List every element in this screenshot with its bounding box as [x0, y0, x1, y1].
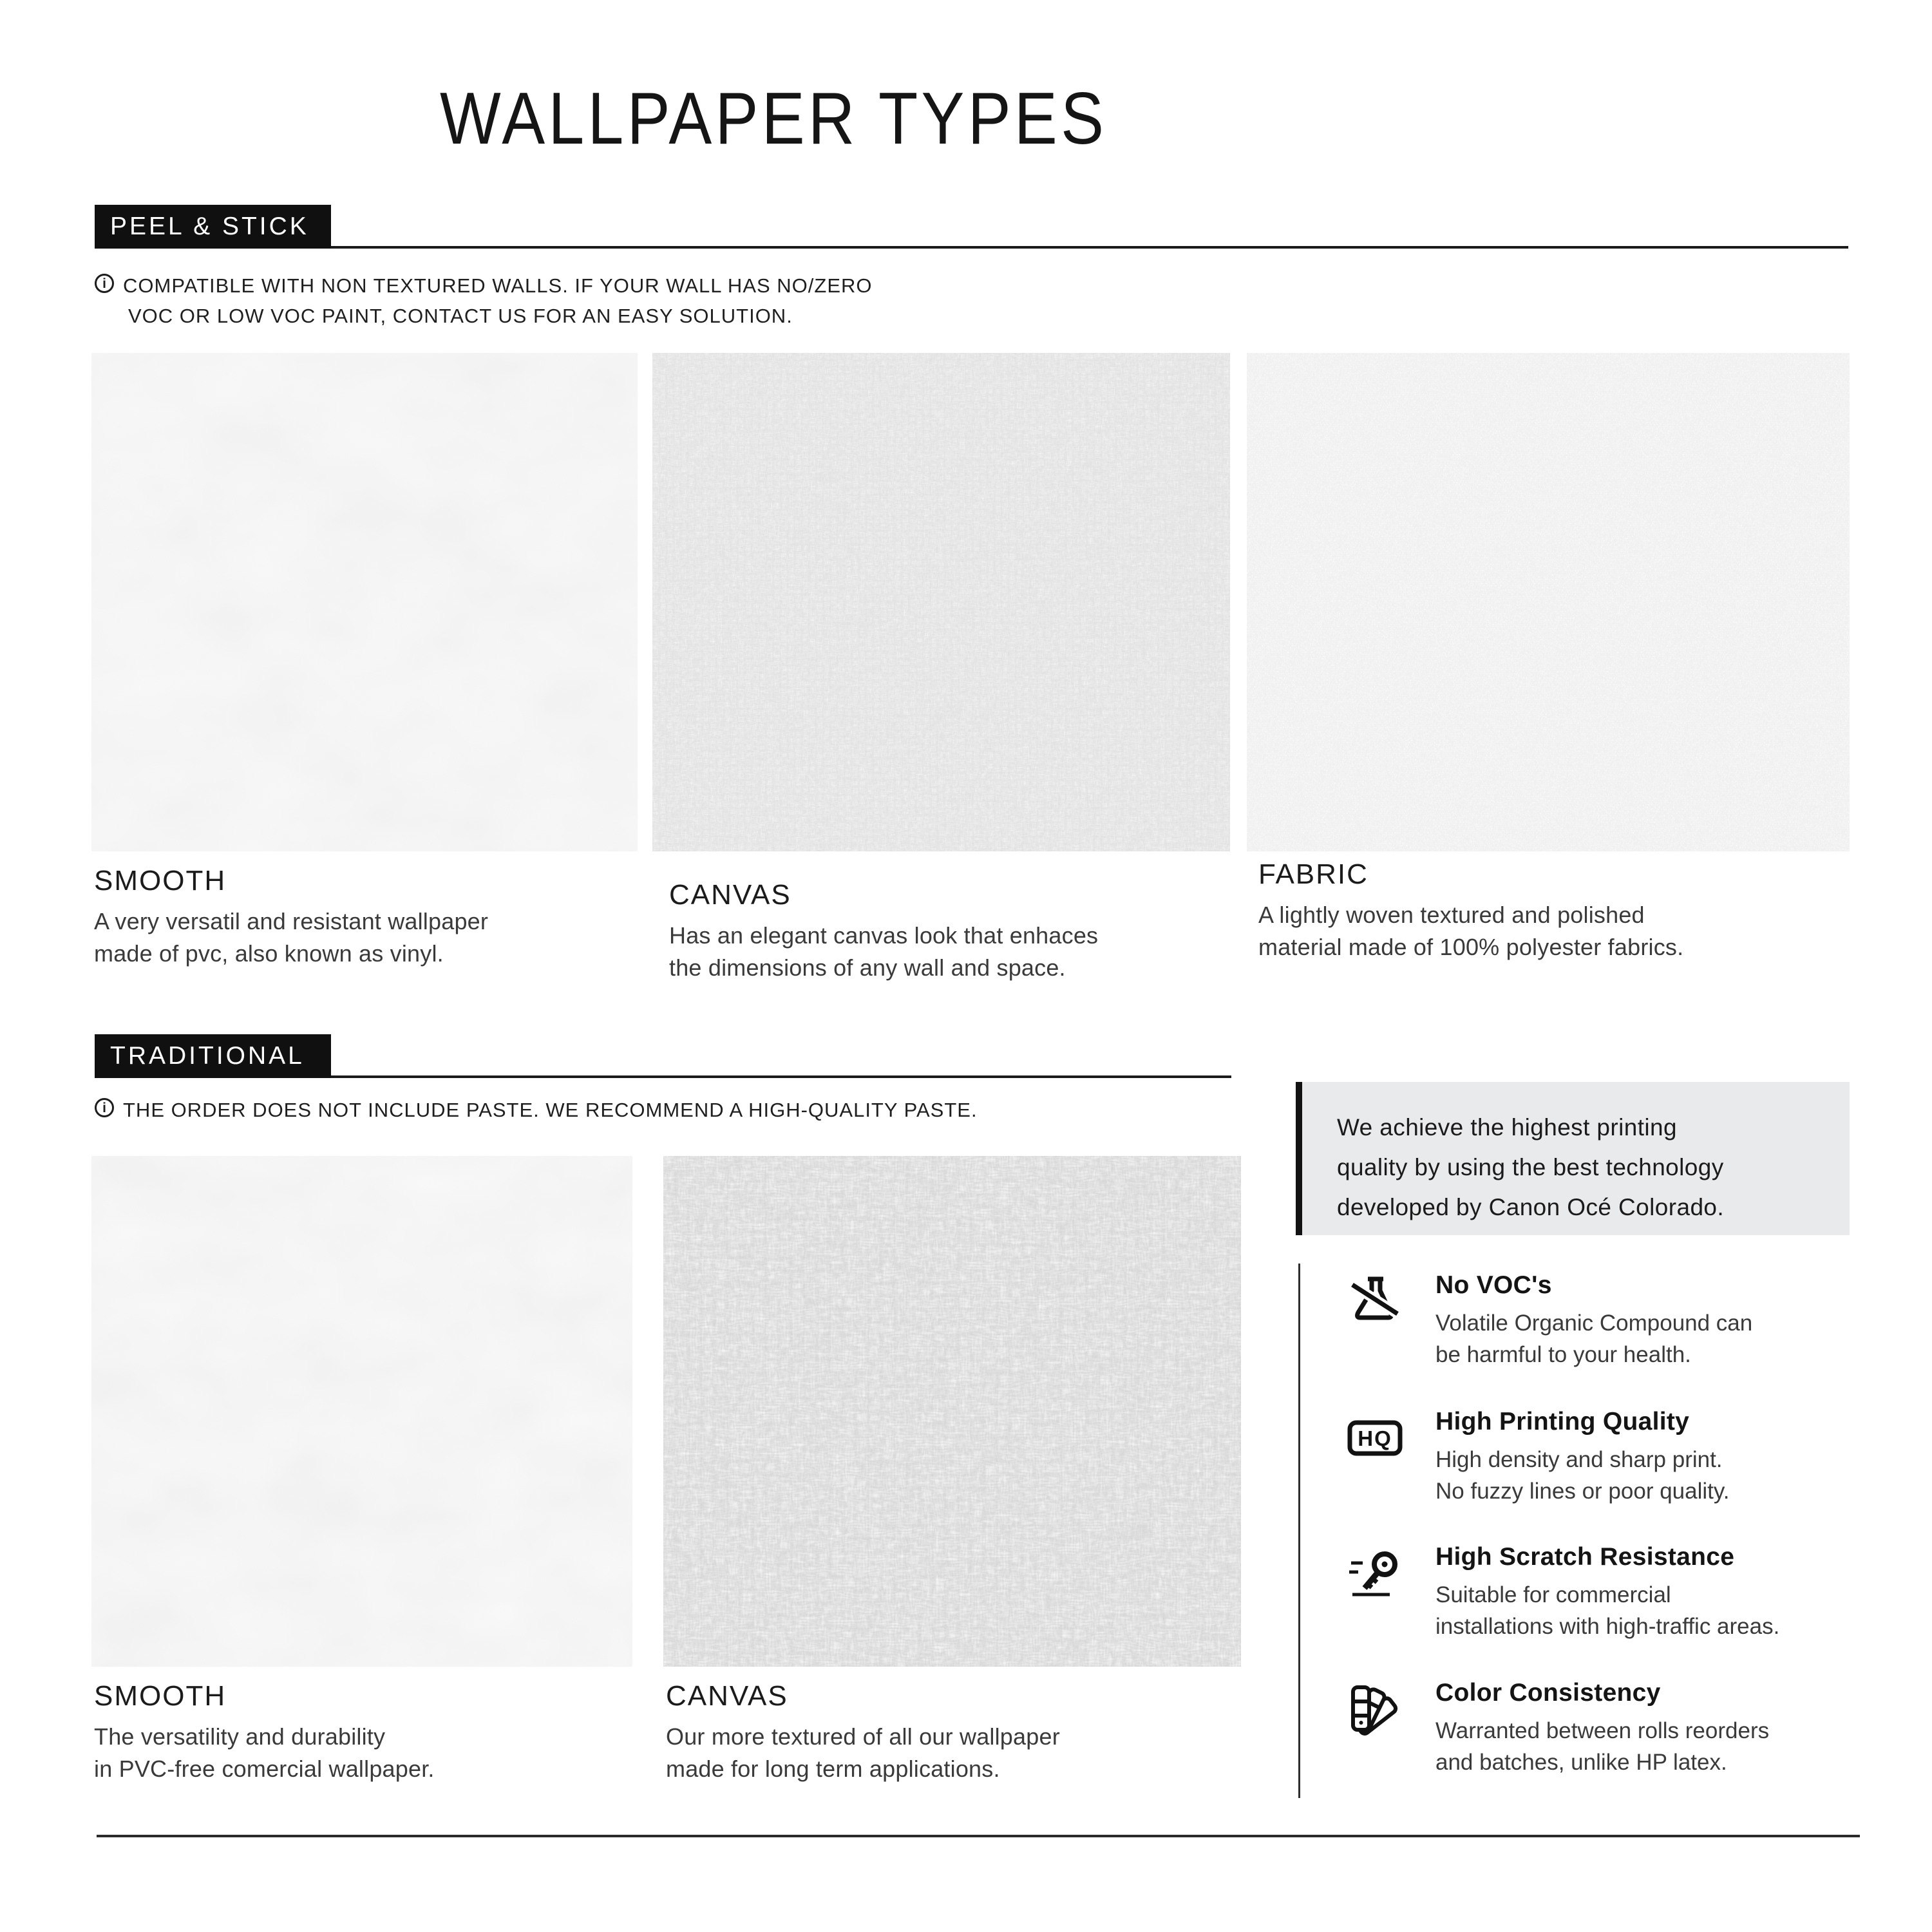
feature-text [1435, 1680, 1769, 1778]
feature-desc-line: High density and sharp print. [1435, 1446, 1723, 1472]
features-divider-line [1298, 1264, 1300, 1798]
feature-text [1435, 1544, 1779, 1642]
feature-title: Color Consistency [1435, 1679, 1661, 1707]
note-text [123, 1095, 978, 1125]
feature-title: High Printing Quality [1435, 1408, 1690, 1435]
texture-canvas-image [652, 353, 1230, 851]
info-icon: i [95, 274, 114, 293]
swatch-card-canvas-traditional [663, 1156, 1241, 1785]
note-line: VOC OR LOW VOC PAINT, CONTACT US FOR AN EASY SOLUTION. [128, 305, 793, 327]
swatch-desc-line: made for long term applications. [666, 1756, 1000, 1782]
feature-title: No VOC's [1435, 1271, 1552, 1299]
scratch-key-icon [1345, 1544, 1406, 1605]
feature-description [1435, 1444, 1730, 1507]
feature-text [1435, 1272, 1752, 1370]
swatch-card-smooth-traditional [91, 1156, 632, 1785]
feature-desc-line: and batches, unlike HP latex. [1435, 1749, 1727, 1775]
bottom-rule-line [97, 1835, 1860, 1837]
swatch-name: SMOOTH [94, 865, 227, 896]
feature-desc-line: Suitable for commercial [1435, 1582, 1671, 1607]
hq-badge-icon [1345, 1408, 1406, 1470]
printing-quality-callout [1296, 1082, 1850, 1235]
swatch-desc-line: A lightly woven textured and polished [1258, 902, 1645, 928]
feature-desc-line: Volatile Organic Compound can [1435, 1310, 1753, 1336]
feature-desc-line: Warranted between rolls reorders [1435, 1718, 1770, 1743]
feature-high-scratch-resistance [1345, 1544, 1779, 1642]
page-title: WALLPAPER TYPES [440, 78, 1108, 160]
callout-line: developed by Canon Océ Colorado. [1337, 1194, 1725, 1220]
swatch-description [91, 1721, 632, 1785]
feature-description [1435, 1307, 1752, 1370]
note-line: THE ORDER DOES NOT INCLUDE PASTE. WE RECOMMEND A HIGH-QUALITY PASTE. [123, 1099, 978, 1121]
note-line: COMPATIBLE WITH NON TEXTURED WALLS. IF YOUR WALL HAS NO/ZERO [123, 274, 873, 297]
peel-stick-section-header [95, 205, 1848, 249]
swatch-card-canvas [652, 353, 1230, 984]
swatch-desc-line: Our more textured of all our wallpaper [666, 1723, 1060, 1750]
no-voc-flask-icon [1345, 1272, 1406, 1333]
swatch-card-smooth [91, 353, 638, 970]
swatch-name: CANVAS [666, 1680, 788, 1712]
feature-desc-line: installations with high-traffic areas. [1435, 1613, 1780, 1639]
swatch-desc-line: the dimensions of any wall and space. [669, 954, 1066, 981]
swatch-desc-line: material made of 100% polyester fabrics. [1258, 934, 1684, 960]
traditional-tag: TRADITIONAL [95, 1034, 331, 1078]
svg-text:HQ: HQ [1358, 1426, 1392, 1450]
note-text [123, 270, 873, 331]
swatch-name: CANVAS [669, 879, 791, 911]
callout-line: quality by using the best technology [1337, 1154, 1724, 1180]
feature-title: High Scratch Resistance [1435, 1543, 1735, 1571]
peel-stick-note [95, 270, 873, 331]
swatch-desc-line: The versatility and durability [94, 1723, 386, 1750]
color-swatches-icon [1345, 1680, 1406, 1741]
feature-high-printing-quality [1345, 1408, 1730, 1507]
swatch-desc-line: made of pvc, also known as vinyl. [94, 940, 444, 967]
texture-canvas-coarse-image [663, 1156, 1241, 1667]
feature-description [1435, 1579, 1779, 1642]
peel-stick-tag: PEEL & STICK [95, 205, 331, 249]
swatch-name: SMOOTH [94, 1680, 227, 1712]
texture-fabric-image [1247, 353, 1850, 851]
traditional-note [95, 1095, 978, 1125]
swatch-description [663, 1721, 1241, 1785]
swatch-description [652, 920, 1230, 984]
feature-description [1435, 1715, 1769, 1778]
swatch-desc-line: in PVC-free comercial wallpaper. [94, 1756, 435, 1782]
feature-color-consistency [1345, 1680, 1769, 1778]
feature-desc-line: be harmful to your health. [1435, 1341, 1691, 1367]
callout-line: We achieve the highest printing [1337, 1114, 1677, 1141]
swatch-description [91, 905, 638, 970]
swatch-card-fabric [1247, 353, 1850, 963]
swatch-desc-line: Has an elegant canvas look that enhaces [669, 922, 1099, 949]
traditional-section-header [95, 1034, 1231, 1078]
feature-text [1435, 1408, 1730, 1507]
info-icon: i [95, 1098, 114, 1117]
texture-smooth-image [91, 1156, 632, 1667]
feature-desc-line: No fuzzy lines or poor quality. [1435, 1478, 1730, 1504]
section-rule [95, 246, 1848, 249]
swatch-description [1247, 899, 1850, 963]
feature-no-voc [1345, 1272, 1752, 1370]
swatch-name: FABRIC [1258, 858, 1368, 890]
swatch-desc-line: A very versatil and resistant wallpaper [94, 908, 489, 934]
texture-smooth-image [91, 353, 638, 851]
